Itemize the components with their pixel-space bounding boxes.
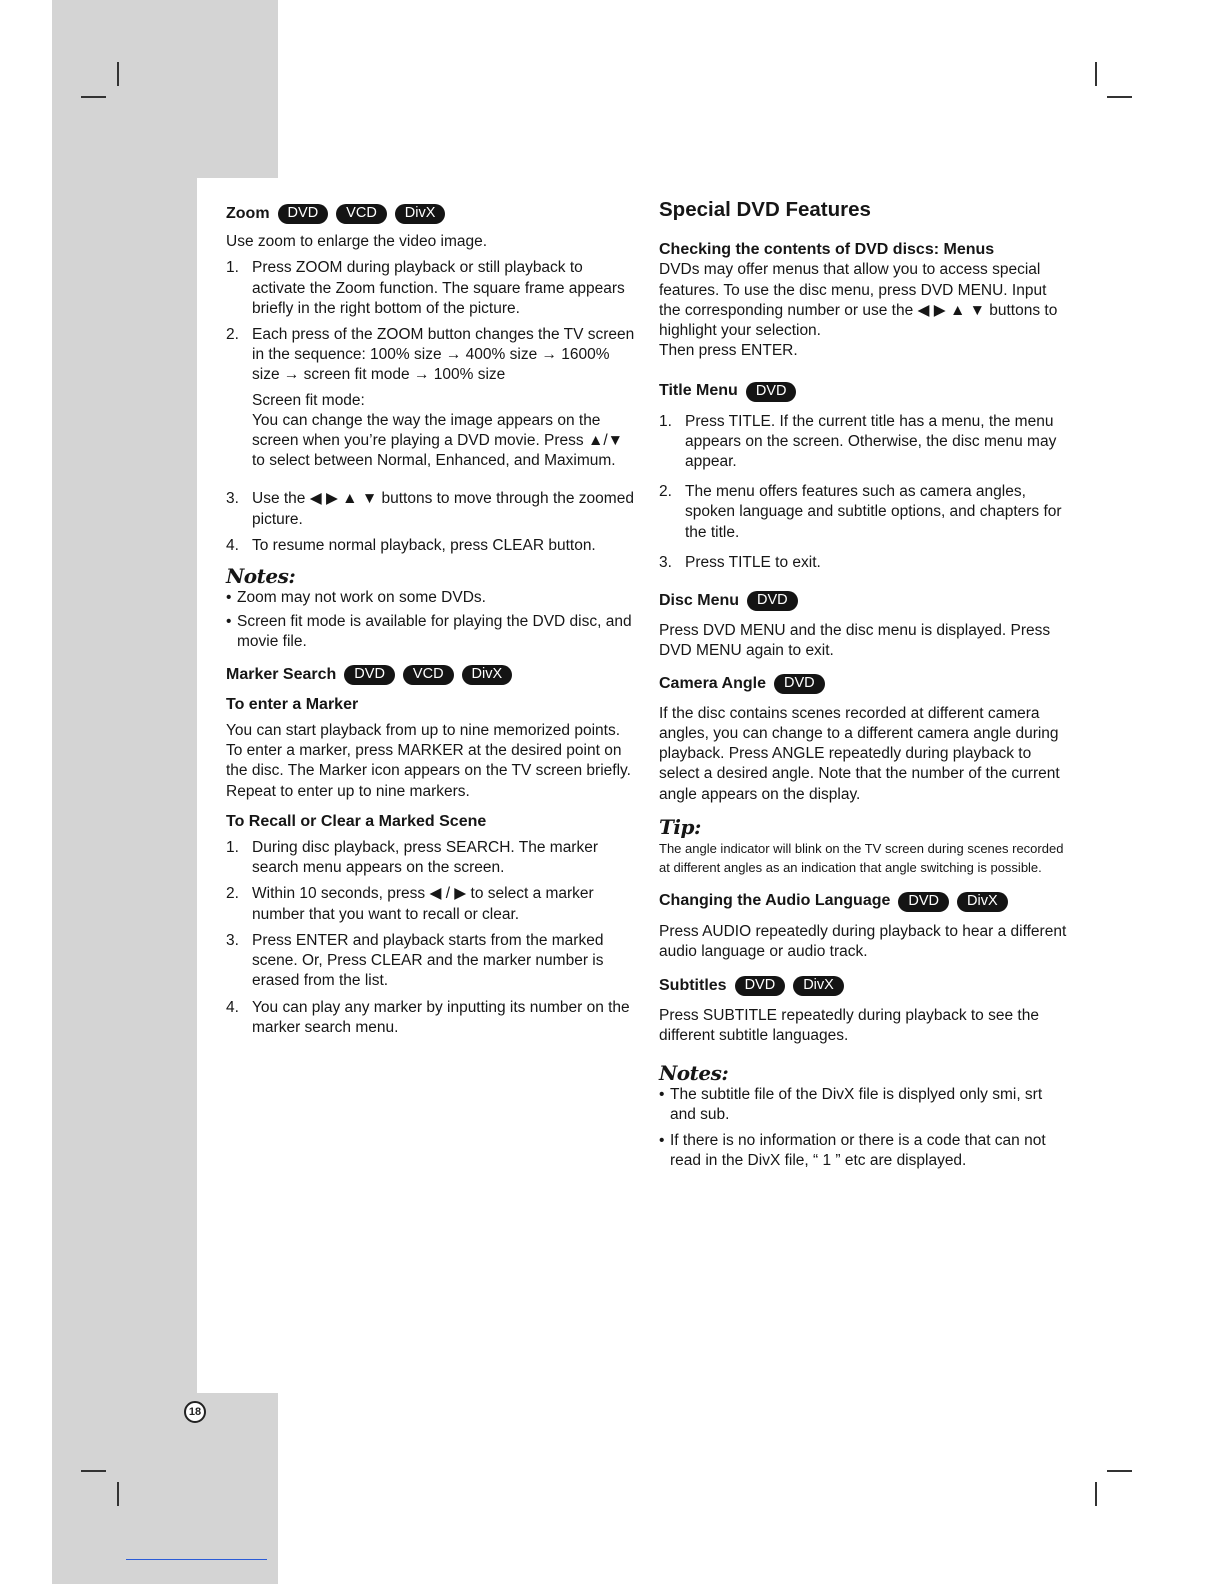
list-item: • Zoom may not work on some DVDs. — [226, 589, 486, 607]
zoom-steps — [226, 258, 636, 556]
zoom-heading — [226, 204, 636, 224]
fit-mode-label: Screen fit mode: — [252, 391, 365, 409]
page-margin-left-block — [52, 178, 197, 1584]
enter-marker-heading: To enter a Marker — [226, 695, 359, 713]
list-item: 1. Press TITLE. If the current title has a menu, the menu appears on the screen. Otherwise, the disc menu may appear. — [659, 412, 1057, 471]
badge-dvd: DVD — [278, 204, 329, 224]
list-item: 2. Within 10 seconds, press ◀ / ▶ to select a marker number that you want to recall or clear. — [226, 885, 594, 923]
badge-divx: DivX — [957, 892, 1008, 912]
badge-dvd: DVD — [898, 892, 949, 912]
title-menu-heading — [659, 381, 1069, 401]
left-column — [226, 204, 636, 1038]
subtitles-text: Press SUBTITLE repeatedly during playback to see the different subtitle languages. — [659, 1007, 1039, 1045]
enter-marker-text: You can start playback from up to nine memorized points. To enter a marker, press MARKER at the desired point on the disc. The Marker icon appears on the TV screen briefly. Repeat to enter up to nine markers. — [226, 722, 631, 800]
footer-link-underline — [126, 1559, 267, 1560]
notes-heading: Notes: — [226, 564, 296, 589]
notes-heading: Notes: — [659, 1060, 729, 1085]
badge-divx: DivX — [793, 976, 844, 996]
crop-mark-bottom-left-h — [81, 1470, 106, 1472]
crop-mark-bottom-left-v — [117, 1482, 119, 1506]
badge-dvd: DVD — [735, 976, 786, 996]
page-number: 18 — [184, 1401, 206, 1423]
list-item: • If there is no information or there is a code that can not read in the DivX file, “ 1 ” etc are displayed. — [659, 1132, 1046, 1170]
zoom-title: Zoom — [226, 205, 270, 222]
list-item: 3. Press ENTER and playback starts from the marked scene. Or, Press CLEAR and the marker number is erased from the list. — [226, 931, 604, 990]
list-item: 2. The menu offers features such as camera angles, spoken language and subtitle options, and chapters for the title. — [659, 483, 1062, 541]
marker-search-heading — [226, 665, 636, 685]
title-menu-title: Title Menu — [659, 382, 738, 400]
page-margin-bottom-block — [52, 1393, 278, 1584]
subtitles-heading — [659, 976, 1069, 996]
badge-divx: DivX — [462, 665, 513, 685]
page-title: Special DVD Features — [659, 198, 871, 221]
badge-vcd: VCD — [403, 665, 454, 685]
subtitles-title: Subtitles — [659, 977, 727, 995]
crop-mark-top-right-v — [1095, 62, 1097, 86]
title-menu-steps — [659, 412, 1069, 573]
camera-angle-title: Camera Angle — [659, 674, 766, 692]
crop-mark-top-left-v — [117, 62, 119, 86]
marker-search-title: Marker Search — [226, 665, 337, 683]
list-item: • Screen fit mode is available for playing the DVD disc, and movie file. — [226, 613, 632, 651]
fit-mode-text: You can change the way the image appears on the screen when you’re playing a DVD movie. Press ▲/▼ to select between Normal, Enhanced, and Maximum. — [252, 411, 623, 470]
crop-mark-top-right-h — [1107, 96, 1132, 98]
disc-menu-text: Press DVD MENU and the disc menu is displayed. Press DVD MENU again to exit. — [659, 622, 1051, 660]
disc-menu-heading — [659, 591, 1069, 611]
badge-dvd: DVD — [747, 591, 798, 611]
disc-menu-title: Disc Menu — [659, 592, 740, 610]
page-margin-top-block — [52, 0, 278, 178]
list-item: • The subtitle file of the DivX file is displyed only smi, srt and sub. — [659, 1085, 1043, 1123]
list-item: 1. Press ZOOM during playback or still playback to activate the Zoom function. The square frame appears briefly in the right bottom of the picture. — [226, 259, 625, 317]
menus-text: DVDs may offer menus that allow you to access special features. To use the disc menu, press DVD MENU. Input the corresponding number or use the ◀ ▶ ▲ ▼ buttons to highlight your selection. — [659, 261, 1058, 340]
list-item: 4. You can play any marker by inputting its number on the marker search menu. — [226, 998, 630, 1036]
audio-language-text: Press AUDIO repeatedly during playback to hear a different audio language or audio track. — [659, 922, 1067, 960]
badge-divx: DivX — [395, 204, 446, 224]
list-item: 2. Each press of the ZOOM button changes the TV screen in the sequence: 100% size → 400% size → 1600% size → screen fit mode → 100% size Screen fit mode: You can change the way the image appears on the screen when you’re playing a DVD movie. Press ▲/▼ to select between Normal, Enhanced, and Maximum. — [226, 325, 636, 471]
right-column — [659, 200, 1069, 1172]
list-item: 4. To resume normal playback, press CLEAR button. — [226, 536, 596, 554]
crop-mark-bottom-right-v — [1095, 1482, 1097, 1506]
audio-language-title: Changing the Audio Language — [659, 892, 891, 910]
recall-steps — [226, 838, 636, 1038]
list-item: 1. During disc playback, press SEARCH. The marker search menu appears on the screen. — [226, 839, 599, 877]
recall-marker-heading: To Recall or Clear a Marked Scene — [226, 812, 487, 830]
badge-dvd: DVD — [344, 665, 395, 685]
badge-dvd: DVD — [774, 674, 825, 694]
crop-mark-bottom-right-h — [1107, 1470, 1132, 1472]
tip-heading: Tip: — [659, 814, 701, 839]
zoom-intro: Use zoom to enlarge the video image. — [226, 233, 488, 251]
audio-language-heading — [659, 891, 1069, 911]
list-item: 3. Use the ◀ ▶ ▲ ▼ buttons to move through the zoomed picture. — [226, 490, 634, 528]
badge-vcd: VCD — [336, 204, 387, 224]
crop-mark-top-left-h — [81, 96, 106, 98]
tip-text: The angle indicator will blink on the TV screen during scenes recorded at different angles as an indication that angle switching is possible. — [659, 840, 1064, 876]
badge-dvd: DVD — [746, 382, 797, 402]
camera-angle-text: If the disc contains scenes recorded at different camera angles, you can change to a different camera angle during playback. Press ANGLE repeatedly during playback to select a desired angle. Note that the number of the current angle appears on the display. — [659, 704, 1060, 803]
menus-text-2: Then press ENTER. — [659, 342, 798, 360]
list-item: 3. Press TITLE to exit. — [659, 553, 821, 571]
camera-angle-heading — [659, 674, 1069, 694]
menus-heading: Checking the contents of DVD discs: Menus — [659, 241, 995, 259]
